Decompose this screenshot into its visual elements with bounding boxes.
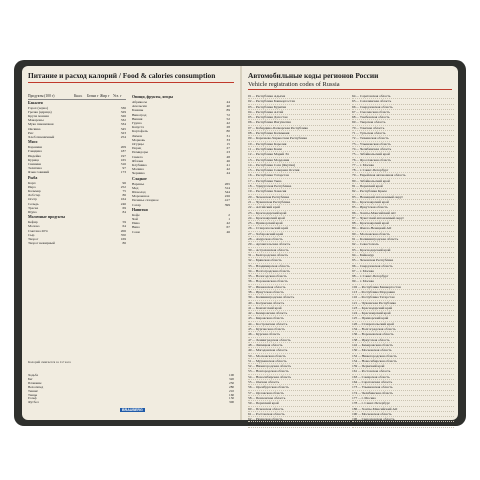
food-kcal: 334: [120, 122, 126, 127]
food-name: Сметана 20%: [28, 228, 48, 233]
region-row: 186 ... Ханты-Мансийский АО: [352, 407, 454, 412]
region-row: 95 ... Чеченская Республика: [352, 258, 454, 263]
section-heading: Рыба: [28, 175, 38, 180]
title-rule: [28, 82, 234, 83]
food-name: Огурцы: [132, 142, 144, 147]
food-kcal: 332: [120, 118, 126, 123]
region-row: 38 ... Иркутская область: [248, 290, 350, 295]
food-name: Мороженое: [132, 194, 150, 199]
food-kcal: 226: [224, 194, 230, 199]
column-header-cell: Белки г: [87, 94, 99, 98]
region-row: 76 ... Ярославская область: [352, 158, 454, 163]
food-kcal: 41: [226, 163, 230, 168]
region-row: 50 ... Московская область: [248, 354, 350, 359]
region-row: 79 ... Еврейская автономная область: [352, 173, 454, 178]
region-row: 02 ... Республика Башкортостан: [248, 99, 350, 104]
activity-name: Плавание: [28, 380, 42, 385]
region-row: 96 ... Свердловская область: [352, 264, 454, 269]
region-row: 116 ... Республика Татарстан: [352, 295, 454, 300]
section-heading: Напитки: [132, 207, 148, 212]
food-name: Чай: [132, 217, 138, 222]
region-row: 22 ... Алтайский край: [248, 205, 350, 210]
activity-kcal: 320: [229, 376, 234, 381]
region-row: 85 ... Иркутская область: [352, 205, 454, 210]
food-name: Пиво: [132, 221, 140, 226]
region-row: 138 ... Иркутская область: [352, 338, 454, 343]
region-row: 70 ... Томская область: [352, 126, 454, 131]
food-kcal: 1: [228, 217, 230, 222]
region-row: 15 ... Республика Северная Осетия: [248, 168, 350, 173]
region-row: 31 ... Белгородская область: [248, 253, 350, 258]
region-row: 92 ... Севастополь: [352, 242, 454, 247]
food-name: Говядина: [28, 149, 42, 154]
food-kcal: 46: [226, 229, 230, 234]
food-kcal: 96: [122, 180, 126, 185]
activity-name: Танцы: [28, 392, 38, 397]
activity-name: Ходьба: [28, 373, 39, 377]
region-row: 10 ... Республика Карелия: [248, 142, 350, 147]
region-row: 36 ... Воронежская область: [248, 279, 350, 284]
food-row: [132, 171, 230, 175]
region-row: 196 ... Свердловская область: [352, 417, 454, 422]
page-fold: [240, 66, 242, 420]
region-row: 07 ... Кабардино-Балкарская Республика: [248, 126, 350, 131]
food-name: Помидоры: [132, 150, 148, 155]
region-row: 67 ... Смоленская область: [352, 110, 454, 115]
food-name: Клубника: [132, 163, 147, 168]
column-header-cell: Угл. г: [113, 94, 122, 98]
region-row: 77 ... г. Москва: [352, 163, 454, 168]
region-row: 74 ... Челябинская область: [352, 147, 454, 152]
region-row: 11 ... Республика Коми: [248, 147, 350, 152]
food-row: [132, 203, 230, 207]
region-row: 40 ... Калужская область: [248, 301, 350, 306]
food-name: Макароны: [28, 118, 44, 123]
food-kcal: 323: [120, 130, 126, 135]
region-row: 09 ... Карачаево-Черкесская Республика: [248, 136, 350, 141]
region-row: 68 ... Тамбовская область: [352, 115, 454, 120]
food-name: Треска: [28, 205, 39, 210]
region-row: 61 ... Ростовская область: [248, 412, 350, 417]
region-row: 43 ... Кировская область: [248, 316, 350, 321]
region-row: 29 ... Архангельская область: [248, 242, 350, 247]
food-kcal: 86: [122, 193, 126, 198]
region-row: 60 ... Псковская область: [248, 407, 350, 412]
region-row: 91 ... Калининградская область: [352, 237, 454, 242]
region-row: 163 ... Самарская область: [352, 375, 454, 380]
region-row: 25 ... Приморский край: [248, 221, 350, 226]
food-kcal: 265: [224, 181, 230, 186]
food-kcal: 417: [224, 198, 230, 203]
region-row: 06 ... Республика Ингушетия: [248, 120, 350, 125]
food-name: Малина: [132, 167, 144, 172]
region-row: 39 ... Калининградская область: [248, 295, 350, 300]
region-row: 83 ... Ненецкий автономный округ: [352, 195, 454, 200]
region-row: 45 ... Курганская область: [248, 327, 350, 332]
food-kcal: 42: [226, 221, 230, 226]
region-row: 99 ... г. Москва: [352, 279, 454, 284]
region-row: 63 ... Самарская область: [248, 422, 350, 427]
column-header-cell: Ккал.: [74, 94, 83, 98]
food-row: [28, 241, 126, 245]
region-column-1: [248, 94, 350, 428]
food-kcal: 75: [122, 188, 126, 193]
food-name: Горох (зерно): [28, 105, 49, 110]
food-kcal: 27: [226, 146, 230, 151]
food-name: Черника: [132, 171, 145, 176]
region-row: 173 ... Ульяновская область: [352, 385, 454, 390]
food-kcal: 345: [120, 126, 126, 131]
food-kcal: 173: [120, 170, 126, 175]
region-row: 17 ... Республика Тыва: [248, 179, 350, 184]
region-row: 136 ... Воронежская область: [352, 332, 454, 337]
food-name: Кофе: [132, 212, 140, 217]
food-kcal: 72: [226, 112, 230, 117]
region-row: 32 ... Брянская область: [248, 258, 350, 263]
region-row: 190 ... Московская область: [352, 412, 454, 417]
food-kcal: 169: [120, 236, 126, 241]
activity-name: Бег: [28, 376, 33, 381]
region-row: 72 ... Тюменская область: [352, 136, 454, 141]
region-row: 121 ... Чувашская Республика: [352, 301, 454, 306]
food-kcal: 164: [120, 197, 126, 202]
food-kcal: 33: [226, 137, 230, 142]
food-kcal: 2: [228, 212, 230, 217]
region-row: 134 ... Волгоградская область: [352, 327, 454, 332]
region-row: 142 ... Кемеровская область: [352, 343, 454, 348]
food-name: Творог нежирный: [28, 241, 55, 246]
region-row: 174 ... Челябинская область: [352, 391, 454, 396]
food-name: Соки: [132, 229, 140, 234]
region-row: 53 ... Новгородская область: [248, 369, 350, 374]
right-page: [248, 71, 452, 427]
region-row: 126 ... Ставропольский край: [352, 322, 454, 327]
region-row: 57 ... Орловская область: [248, 391, 350, 396]
food-kcal: 336: [120, 105, 126, 110]
region-row: 05 ... Республика Дагестан: [248, 115, 350, 120]
food-kcal: 69: [122, 205, 126, 210]
food-kcal: 42: [226, 121, 230, 126]
region-row: 178 ... г. Санкт-Петербург: [352, 401, 454, 406]
region-row: 66 ... Свердловская область: [352, 105, 454, 110]
food-name: Сельдь: [28, 201, 39, 206]
food-kcal: 67: [226, 225, 230, 230]
food-name: Язык говяжий: [28, 170, 50, 175]
food-name: Апельсин: [132, 104, 147, 109]
nutrition-column-2: [132, 94, 230, 234]
food-name: Картофель: [132, 129, 148, 134]
food-name: Яблоки: [132, 158, 144, 163]
region-row: 159 ... Пермский край: [352, 364, 454, 369]
food-kcal: 197: [120, 153, 126, 158]
food-name: Бананы: [132, 108, 144, 113]
column-header: [28, 94, 126, 100]
region-row: 150 ... Московская область: [352, 348, 454, 353]
food-name: Творог: [28, 236, 39, 241]
section-heading: Молочные продукты: [28, 215, 66, 220]
food-kcal: 316: [120, 161, 126, 166]
region-row: 04 ... Республика Алтай: [248, 110, 350, 115]
region-row: 19 ... Республика Хакасия: [248, 189, 350, 194]
right-page-subtitle: Vehicle registration codes of Russia: [248, 80, 340, 88]
region-row: 64 ... Саратовская область: [352, 94, 454, 99]
food-name: Курица: [28, 157, 39, 162]
region-row: 14 ... Республика Саха (Якутия): [248, 163, 350, 168]
region-row: 62 ... Рязанская область: [248, 417, 350, 422]
section-heading: Бакалея: [28, 100, 43, 105]
food-name: Вишня: [132, 116, 143, 121]
food-name: Морковь: [132, 137, 146, 142]
region-row: 44 ... Костромская область: [248, 322, 350, 327]
activity-kcal: 100: [229, 373, 234, 377]
food-kcal: 97: [122, 166, 126, 171]
food-name: Карп: [28, 180, 36, 185]
region-row: 20 ... Чеченская Республика: [248, 195, 350, 200]
region-row: 48 ... Липецкая область: [248, 343, 350, 348]
food-row: [28, 210, 126, 214]
food-kcal: 187: [120, 149, 126, 154]
region-row: 86 ... Ханты-Мансийский АО: [352, 211, 454, 216]
food-kcal: 84: [122, 209, 126, 214]
region-row: 46 ... Курская область: [248, 332, 350, 337]
region-row: 124 ... Красноярский край: [352, 311, 454, 316]
activity-kcal: 160: [229, 392, 234, 397]
food-kcal: 86: [122, 241, 126, 246]
region-row: 01 ... Республика Адыгея: [248, 94, 350, 99]
region-row: 24 ... Красноярский край: [248, 216, 350, 221]
food-kcal: 44: [226, 100, 230, 104]
region-row: 56 ... Оренбургская область: [248, 385, 350, 390]
food-kcal: 314: [224, 185, 230, 190]
food-kcal: 399: [224, 202, 230, 207]
region-row: 87 ... Чукотский автономный округ: [352, 216, 454, 221]
region-row: 161 ... Ростовская область: [352, 369, 454, 374]
section-heading: Мясо: [28, 140, 38, 145]
food-kcal: 206: [120, 228, 126, 233]
region-row: 59 ... Пермский край: [248, 401, 350, 406]
activity-name: Велосипед: [28, 384, 44, 389]
food-kcal: 23: [226, 150, 230, 155]
food-name: Кальмар: [28, 188, 41, 193]
region-row: 69 ... Тверская область: [352, 120, 454, 125]
left-page: [28, 72, 234, 414]
food-name: Лобстер: [28, 193, 41, 198]
food-name: Груша: [132, 121, 142, 126]
food-name: Рис: [28, 130, 34, 135]
food-name: Абрикосы: [132, 100, 148, 104]
food-row: [28, 170, 126, 174]
food-kcal: 80: [226, 129, 230, 134]
region-row: 41 ... Камчатский край: [248, 306, 350, 311]
food-name: Перец: [132, 146, 142, 151]
region-row: 152 ... Нижегородская область: [352, 354, 454, 359]
food-name: Свинина: [28, 161, 42, 166]
food-name: Хлеб пшеничный: [28, 134, 55, 139]
activity-kcal: 280: [229, 384, 234, 389]
food-row: [132, 230, 230, 234]
food-name: Сахар: [132, 202, 141, 207]
region-row: 21 ... Чувашская Республика: [248, 200, 350, 205]
column-header-cell: Продукты (100 г): [28, 94, 55, 98]
activity-table: [28, 374, 234, 405]
food-name: Икра: [28, 184, 36, 189]
food-kcal: 329: [120, 109, 126, 114]
region-row: 197 ... г. Москва: [352, 422, 454, 427]
region-row: 65 ... Сахалинская область: [352, 99, 454, 104]
food-name: Гречка (ядрица): [28, 109, 52, 114]
region-row: 94 ... Байконур: [352, 253, 454, 258]
food-kcal: 89: [226, 108, 230, 113]
region-row: 52 ... Нижегородская область: [248, 364, 350, 369]
region-row: 55 ... Омская область: [248, 380, 350, 385]
section-heading: Сладкое: [132, 176, 147, 181]
food-name: Печенье сахарное: [132, 198, 159, 203]
food-kcal: 209: [120, 145, 126, 150]
food-kcal: 46: [226, 158, 230, 163]
region-row: 33 ... Владимирская область: [248, 264, 350, 269]
food-kcal: 252: [120, 184, 126, 189]
food-name: Крупа манная: [28, 113, 49, 118]
region-row: 75 ... Забайкальский край: [352, 152, 454, 157]
region-row: 123 ... Краснодарский край: [352, 306, 454, 311]
food-name: Свекла: [132, 154, 143, 159]
region-row: 80 ... Забайкальский край: [352, 179, 454, 184]
region-row: 23 ... Краснодарский край: [248, 211, 350, 216]
food-kcal: 52: [226, 116, 230, 121]
region-row: 27 ... Хабаровский край: [248, 232, 350, 237]
activity-kcal: 300: [229, 400, 234, 405]
region-row: 13 ... Республика Мордовия: [248, 158, 350, 163]
region-row: 51 ... Мурманская область: [248, 359, 350, 364]
region-row: 84 ... Красноярский край: [352, 200, 454, 205]
food-kcal: 28: [226, 125, 230, 130]
region-column-2: [352, 94, 454, 428]
food-name: Сыр: [28, 232, 35, 237]
section-heading: Овощи, фрукты, ягоды: [132, 95, 174, 99]
region-row: 28 ... Амурская область: [248, 237, 350, 242]
region-row: 47 ... Ленинградская область: [248, 338, 350, 343]
food-kcal: 48: [226, 154, 230, 159]
activity-name: Теннис: [28, 388, 39, 393]
activity-kcal: 210: [229, 388, 234, 393]
food-name: Виноград: [132, 112, 147, 117]
food-name: Кефир: [28, 220, 38, 225]
region-row: 97 ... г. Москва: [352, 269, 454, 274]
region-row: 54 ... Новосибирская область: [248, 375, 350, 380]
region-row: 73 ... Ульяновская область: [352, 142, 454, 147]
region-row: 113 ... Республика Мордовия: [352, 290, 454, 295]
food-kcal: 59: [122, 220, 126, 225]
region-row: 35 ... Вологодская область: [248, 274, 350, 279]
food-kcal: 40: [226, 104, 230, 109]
right-page-title: Автомобильные коды регионов России: [248, 71, 379, 80]
region-row: 42 ... Кемеровская область: [248, 311, 350, 316]
brand-logo: BRAUBERG: [122, 408, 143, 412]
region-row: 16 ... Республика Татарстан: [248, 173, 350, 178]
region-row: 102 ... Республика Башкортостан: [352, 285, 454, 290]
food-name: Овсянка: [28, 126, 41, 131]
region-row: 125 ... Приморский край: [352, 316, 454, 321]
food-kcal: 64: [122, 224, 126, 229]
region-row: 58 ... Пензенская область: [248, 396, 350, 401]
region-row: 81 ... Пермский край: [352, 184, 454, 189]
region-row: 26 ... Ставропольский край: [248, 226, 350, 231]
region-row: 89 ... Ямало-Ненецкий АО: [352, 226, 454, 231]
activity-note: Калорий сжигается за 1/2 часа: [28, 360, 71, 364]
food-kcal: 15: [226, 142, 230, 147]
food-name: Вино: [132, 225, 140, 230]
food-kcal: 326: [120, 113, 126, 118]
food-kcal: 31: [226, 133, 230, 138]
food-name: Баранина: [28, 145, 43, 150]
food-kcal: 165: [120, 157, 126, 162]
region-row: 164 ... Саратовская область: [352, 380, 454, 385]
food-name: Мука пшеничная: [28, 122, 54, 127]
food-name: Капуста: [132, 125, 145, 130]
notebook-spread: [22, 66, 458, 427]
region-row: 177 ... г. Москва: [352, 396, 454, 401]
food-name: Индейка: [28, 153, 41, 158]
food-kcal: 544: [224, 190, 230, 195]
region-row: 12 ... Республика Марий Эл: [248, 152, 350, 157]
region-row: 37 ... Ивановская область: [248, 285, 350, 290]
food-name: Щука: [28, 209, 37, 214]
region-row: 98 ... г. Санкт-Петербург: [352, 274, 454, 279]
region-row: 82 ... Республика Крым: [352, 189, 454, 194]
region-row: 18 ... Удмуртская Республика: [248, 184, 350, 189]
food-name: Мед: [132, 185, 139, 190]
food-name: Шоколад: [132, 190, 146, 195]
column-header-cell: Жир г: [100, 94, 110, 98]
region-row: 78 ... г. Санкт-Петербург: [352, 168, 454, 173]
region-row: 03 ... Республика Бурятия: [248, 105, 350, 110]
food-row: [28, 135, 126, 139]
region-row: 30 ... Астраханская область: [248, 248, 350, 253]
region-row: 49 ... Магаданская область: [248, 348, 350, 353]
region-row: 71 ... Тульская область: [352, 131, 454, 136]
region-row: 34 ... Волгоградская область: [248, 269, 350, 274]
nutrition-column-1: [28, 94, 126, 245]
activity-row: [28, 401, 234, 405]
activity-kcal: 150: [229, 396, 234, 401]
food-name: Лимон: [132, 133, 143, 138]
region-row: 93 ... Краснодарский край: [352, 248, 454, 253]
food-name: Молоко: [28, 224, 40, 229]
activity-kcal: 250: [229, 380, 234, 385]
food-kcal: 350: [120, 232, 126, 237]
region-row: 88 ... Красноярский край: [352, 221, 454, 226]
title-rule: [248, 89, 452, 90]
food-kcal: 42: [226, 167, 230, 172]
region-row: 08 ... Республика Калмыкия: [248, 131, 350, 136]
activity-name: Гольф: [28, 396, 37, 401]
left-page-title: Питание и расход калорий / Food & calories consumption: [28, 71, 216, 80]
food-kcal: 254: [120, 134, 126, 139]
region-row: 90 ... Московская область: [352, 232, 454, 237]
food-kcal: 246: [120, 201, 126, 206]
food-name: Варенье: [132, 181, 145, 186]
food-name: Осетр: [28, 197, 37, 202]
food-kcal: 44: [226, 171, 230, 176]
food-name: Телятина: [28, 166, 42, 171]
region-row: 154 ... Новосибирская область: [352, 359, 454, 364]
activity-name: Футбол: [28, 400, 39, 405]
